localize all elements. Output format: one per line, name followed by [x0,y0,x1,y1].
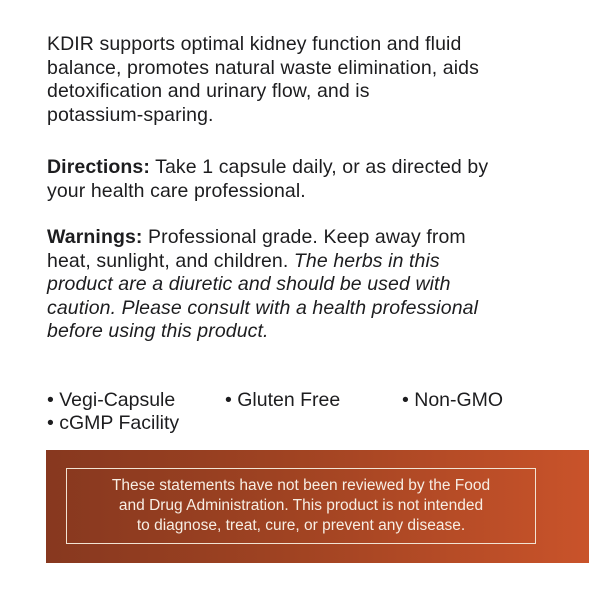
warnings-line [47,250,580,274]
warnings-text: heat, sunlight, and children. [47,249,294,272]
fda-disclaimer-border-frame [66,468,536,544]
feature-gluten-free: • Gluten Free [225,388,341,411]
directions-line: your health care professional. [47,179,306,202]
warnings-label: Warnings: [47,226,143,248]
label-text-content [47,33,580,436]
description-line: detoxification and urinary flow, and is [47,80,370,102]
warnings-text: Professional grade. Keep away from [142,226,466,248]
fda-disclaimer-line: to diagnose, treat, cure, or prevent any disease. [136,517,466,534]
description-line: balance, promotes natural waste elimination, aids [47,56,479,79]
warnings-line [47,226,580,250]
directions-label: Directions: [47,156,150,178]
feature-vegi-capsule: • Vegi-Capsule [47,388,176,411]
description-line: KDIR supports optimal kidney function and fluid [47,33,462,55]
feature-cgmp-facility: • cGMP Facility [47,412,180,434]
feature-row [47,412,580,436]
warnings-caution-text: caution. Please consult with a health professional [47,296,479,319]
directions-section [47,156,580,203]
fda-disclaimer-box [46,450,589,563]
warnings-caution-text: The herbs in this [293,249,440,272]
product-description [47,33,580,127]
fda-disclaimer-line: These statements have not been reviewed by the Food [111,477,491,494]
warnings-caution-text: before using this product. [47,320,269,342]
description-line: potassium-sparing. [47,103,214,126]
warnings-section [47,226,580,344]
directions-text: Take 1 capsule daily, or as directed by [149,156,489,178]
feature-bullets [47,389,580,436]
feature-non-gmo: • Non-GMO [402,388,504,411]
fda-disclaimer-line: and Drug Administration. This product is not intended [118,497,484,514]
directions-line [47,156,580,180]
feature-row [47,389,580,413]
warnings-caution-text: product are a diuretic and should be used with [47,273,451,295]
